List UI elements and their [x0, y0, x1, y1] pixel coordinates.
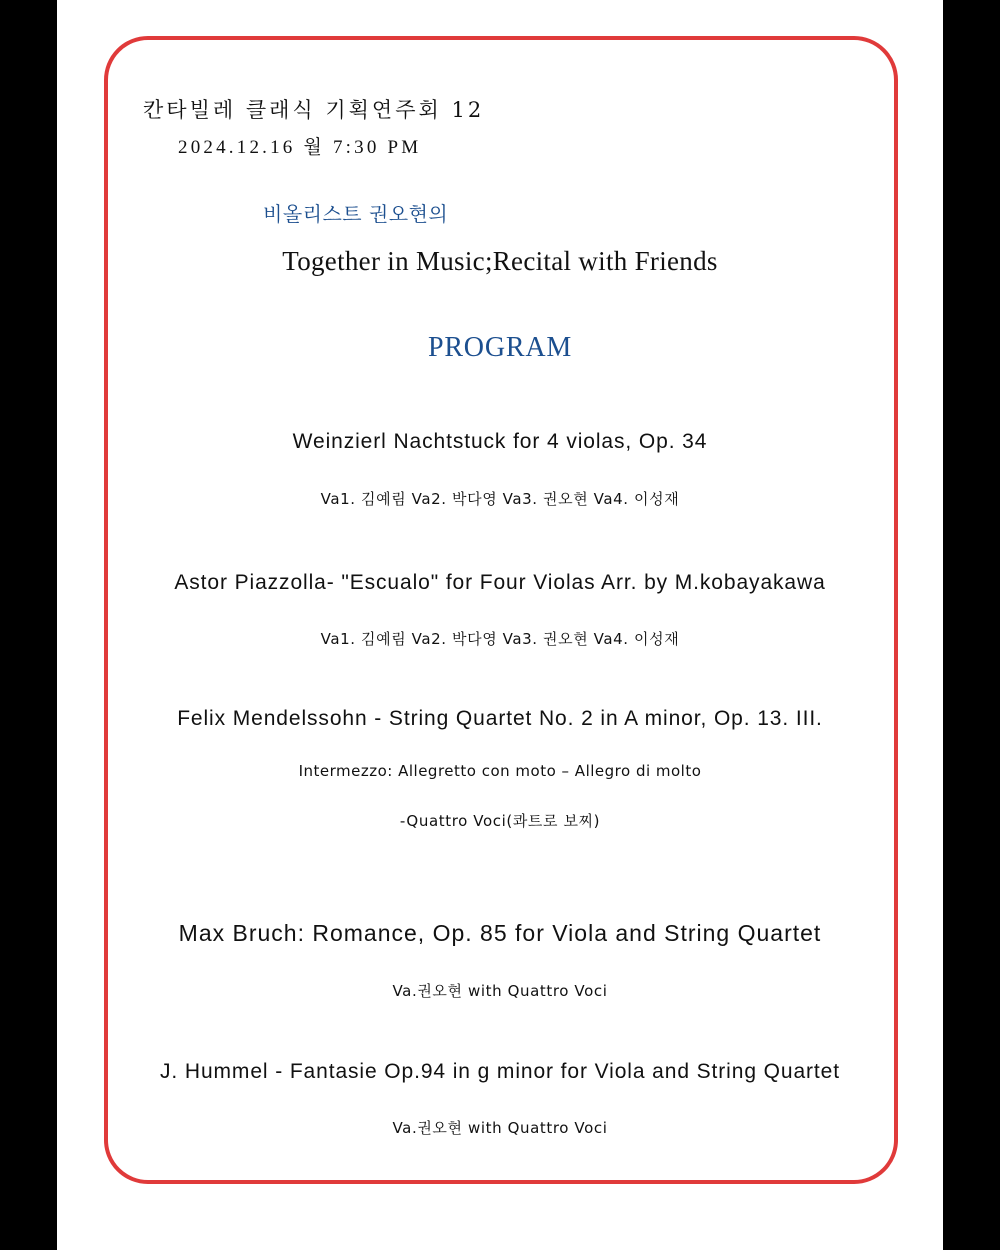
poster-frame [104, 36, 898, 1184]
program-heading: PROGRAM [427, 332, 573, 363]
concert-subtitle: 비올리스트 권오현의 [263, 202, 449, 226]
program-work-4: Max Bruch: Romance, Op. 85 for Viola and String Quartet [178, 920, 822, 946]
program-work-3: Felix Mendelssohn - String Quartet No. 2 in A minor, Op. 13. III. [177, 707, 823, 730]
program-work-5: J. Hummel - Fantasie Op.94 in g minor for Viola and String Quartet [160, 1060, 840, 1083]
series-title: 칸타빌레 클래식 기획연주회 12 [143, 98, 485, 122]
program-performers-2: Va1. 김예림 Va2. 박다영 Va3. 권오현 Va4. 이성재 [320, 630, 680, 648]
program-performers-5: Va.권오현 with Quattro Voci [392, 1119, 608, 1137]
concert-date: 2024.12.16 월 7:30 PM [178, 137, 422, 158]
program-performers-4: Va.권오현 with Quattro Voci [392, 982, 608, 1000]
program-work-2: Astor Piazzolla- "Escualo" for Four Violas Arr. by M.kobayakawa [174, 571, 826, 594]
program-work-1: Weinzierl Nachtstuck for 4 violas, Op. 34 [292, 430, 708, 453]
program-performers-1: Va1. 김예림 Va2. 박다영 Va3. 권오현 Va4. 이성재 [320, 490, 680, 508]
program-performers-3: -Quattro Voci(콰트로 보찌) [399, 812, 601, 830]
concert-title: Together in Music;Recital with Friends [282, 246, 718, 276]
program-movement-3: Intermezzo: Allegretto con moto – Allegro di molto [298, 762, 702, 780]
